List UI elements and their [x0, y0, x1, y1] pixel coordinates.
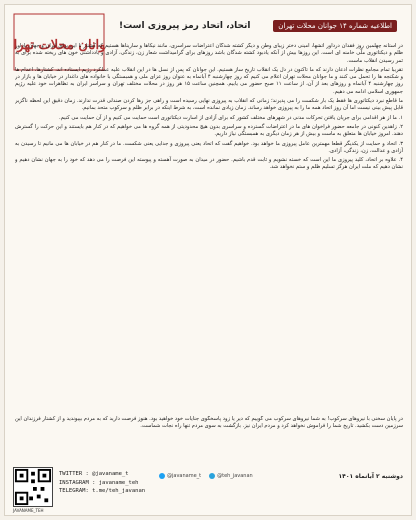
paragraph: ۲. زاهدین کنونی در جامعه حضور فراخوان های ما در اعتراضات گسترده و سراسری بدون هیچ محدودیتی از همه گروه ها می خواهیم که در کنار هم بایستند و این حرکت را گسترش دهند. امروز خیابان ها متعلق به ماست و بیش از هر زمان دیگری به همبستگی نیاز داریم. [15, 123, 403, 138]
paragraph: ما قاطع نبرد دیکتاتوری ها فقط یک بار شکست را می پذیرند؛ زمانی که انقلاب به پیروزی نهایی رسیده است و راهی جز رها کردن صندلی قدرت ندارند. زمان دقیق این لحظه ناگزیر قابل پیش بینی نیست اما آن روز اتحاد همه ما را به پیروزی خواهد رساند. زمان زیادی نمانده است، به شرط اینکه در برابر ظلم و سرکوب متحد بمانیم. [15, 98, 403, 112]
footer [11, 467, 407, 513]
telegram-icon [209, 473, 215, 479]
headline: اتحاد، اتحاد رمز پیروزی است! [119, 21, 251, 31]
statement-date: دوشنبه ۲ آبانماه ۱۴۰۱ [338, 473, 403, 480]
handle-item[interactable] [209, 473, 253, 479]
twitter-icon [159, 473, 165, 479]
paragraph: ۳. اتحاد و حمایت از یکدیگر قطعا مهمترین عامل پیروزی ما خواهد بود. خواهیم گفت که اتحاد یعنی پیروزی و جدایی یعنی شکست. ما در کنار هم در خیابان ها می مانیم تا رسیدن به آزادی و عدالت، زن، زندگی، آزادی. [15, 140, 403, 154]
logo-text: وانان محلات تهرا [13, 38, 105, 53]
statement-number-badge: اطلاعیه شماره ۱۴ جوانان محلات تهران [273, 20, 397, 32]
title-row [113, 13, 403, 39]
instagram-link[interactable]: INSTAGRAM : javaname_teh [59, 479, 139, 486]
twitter-link[interactable]: TWITTER : @javaname_t [59, 471, 129, 477]
handle-text: @teh_javanan [217, 473, 253, 479]
qr-code[interactable] [13, 467, 53, 507]
handle-row [159, 473, 253, 479]
social-links [59, 470, 145, 496]
closing-section [15, 416, 403, 470]
paragraph: ۱. ما از هر اقدامی برای جریان یافتن تحرکات مدنی در شهرهای مختلف کشور که برای آزادی از اسارت دیکتاتوری است حمایت می کنیم و از آن حمایت می کنیم. [59, 114, 403, 121]
paragraph: ۴. علاوه بر اتحاد، کلید پیروزی ما این است که خسته نشویم و ثابت قدم باشیم. حضور در میدان به صورت آهسته و پیوسته این فرصت را می دهد که خود را به جهان نشان دهیم و نشان دهیم که ملت ایران هرگز تسلیم ظلم و ستم نخواهد شد. [15, 157, 403, 171]
handle-text: @javaname_t [167, 473, 202, 479]
paragraph: در آستانه چهلمین روز فقدان دردآور آتشها، امینی دختر زیبای وطن و دیگر کشته شدگان اعتراضات سراسری، مانند نیکاها و ساریناها هستیم که کشتار تا این برای ایران و جهان یادآور ظلم و دیکتاتوری ملّی خامنه ای است. این روزها بیش از آنکه یادبود کشته شدگان باشد روزهای برای گرامیداشت شعار زن، زندگی، آزادی و یادداشتی خون های ریخته شده برای به ثمر رسیدن انقلاب ماست. [15, 43, 403, 64]
statement-body [15, 43, 403, 413]
qr-caption: JAVANAME_TEH [13, 508, 44, 513]
handle-item[interactable] [159, 473, 201, 479]
statement-page [4, 4, 412, 516]
qr-code-icon [14, 468, 52, 506]
closing-text: در پایان سخنی با نیروهای سرکوب! به شما نیروهای سرکوب می گوییم که دیر یا زود پاسخگوی جنایات خود خواهید بود. هنوز فرصت دارید که به مردم بپیوندید و از کشتار فرزندان این سرزمین دست بکشید. تاریخ شما را فراموش نخواهد کرد و مردم ایران نیز. بازگشت به سوی مردم تنها راه نجات شماست. [15, 416, 403, 430]
telegram-link[interactable]: TELEGRAM: t.me/teh_javanan [59, 488, 146, 494]
paragraph: تقریبا تمام مجامع نظرات اذعان دارند که ما تاکنون در دل یک انقلاب تاریخ ساز هستیم. این جوانان که پس از نسل ها در این انقلاب علیه عملکرد رژیم ایستاده اند، کشتارها، اعدام ها و شکنجه ها را تحمل می کنند و ما جوانان محلات تهران اعلام می کنیم که روز چهارشنبه ۴ آبانماه به عنوان روز عزای ملی و همبستگی با خانواده های داغدار در خیابان ها و بازار در روز چهارشنبه ۴ آبانماه و روزهای بعد از آن، از ساعت ۱۱ صبح حضور می یابیم. همچنین ساعت ۱۵ هر روز در محلات مختلف تهران و سراسر ایران به تظاهرات خود علیه رژیم جمهوری اسلامی ادامه می دهیم. [15, 66, 403, 95]
